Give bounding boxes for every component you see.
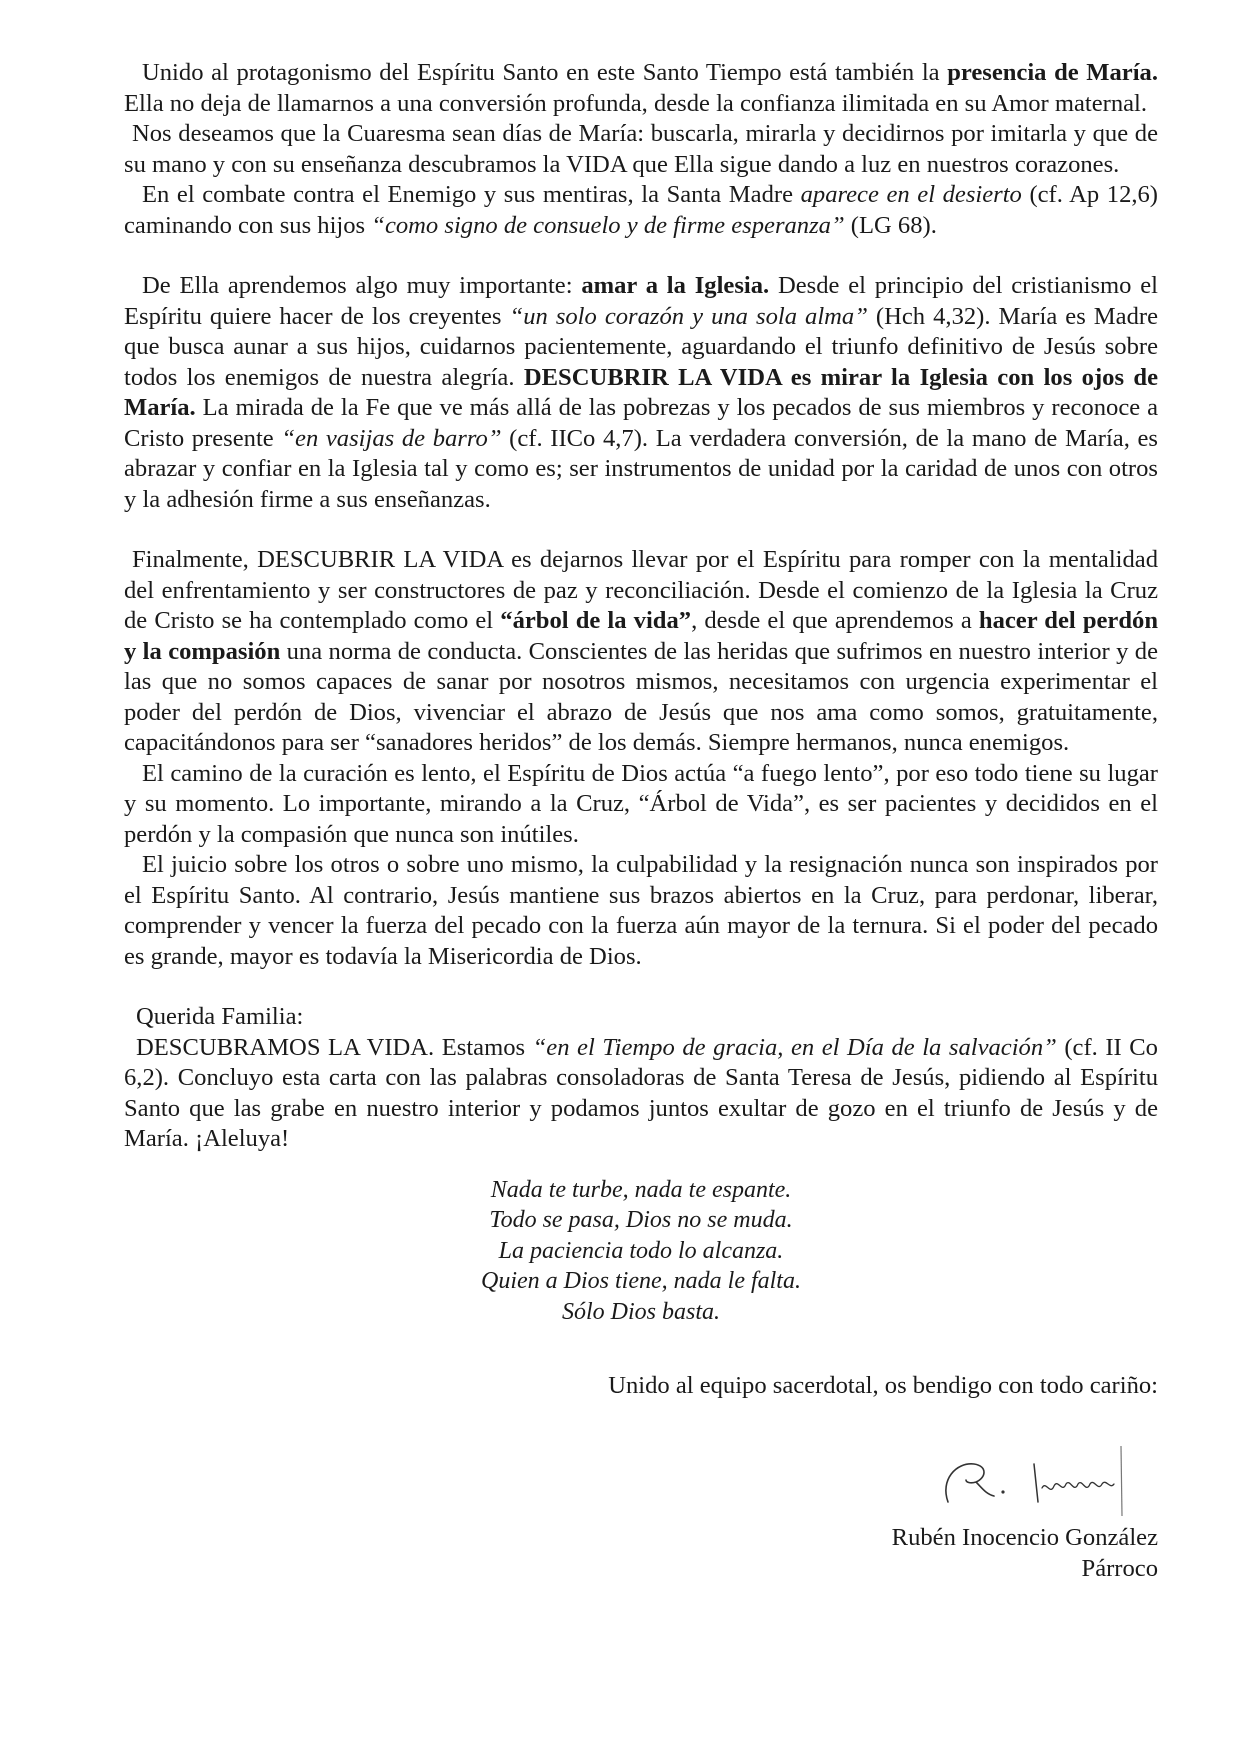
text-run: El camino de la curación es lento, el Espíritu de Dios actúa “a fuego lento”, por eso todo tiene su lugar y su momento. Lo importante, mirando a la Cruz, “Árbol de Vida”, es ser pacientes y decididos en el perdón y la compasión que nunca son inútiles. bbox=[124, 759, 1158, 848]
paragraph-amar-iglesia bbox=[124, 271, 1158, 515]
text-run: (cf. II Co 6,2). Concluyo esta carta con las palabras consoladoras de Santa Teresa de Jesús, pidiendo al Espíritu Santo que las grabe en nuestro interior y podamos juntos exultar de gozo en el triunfo de Jesús y de María. ¡Aleluya! bbox=[124, 1033, 1158, 1152]
poem-line: La paciencia todo lo alcanza. bbox=[498, 1237, 784, 1264]
text-run: (LG 68). bbox=[844, 211, 937, 239]
paragraph-finalmente bbox=[124, 545, 1158, 759]
paragraph-cuaresma bbox=[124, 119, 1158, 180]
poem-line: Todo se pasa, Dios no se muda. bbox=[489, 1207, 793, 1233]
italic-run: “como signo de consuelo y de firme esperanza” bbox=[371, 211, 845, 239]
letter-body bbox=[124, 58, 1158, 1402]
poem-line: Quien a Dios tiene, nada le falta. bbox=[481, 1268, 801, 1294]
handwritten-signature bbox=[936, 1440, 1132, 1520]
bold-run: amar a la Iglesia. bbox=[581, 272, 770, 299]
paragraph-juicio bbox=[124, 850, 1158, 972]
text-run: En el combate contra el Enemigo y sus mentiras, la Santa Madre bbox=[142, 181, 801, 208]
poem-line: Sólo Dios basta. bbox=[561, 1298, 720, 1325]
text-run: DESCUBRAMOS LA VIDA. Estamos bbox=[136, 1033, 533, 1061]
signer-block bbox=[892, 1523, 1158, 1584]
text-run: Ella no deja de llamarnos a una conversión profunda, desde la confianza ilimitada en su Amor maternal. bbox=[124, 89, 1148, 117]
italic-run: “en el Tiempo de gracia, en el Día de la salvación” bbox=[532, 1033, 1057, 1061]
text-run: Desde el principio del cristianismo el Espíritu quiere hacer de los creyentes bbox=[124, 272, 1158, 330]
text-run: El juicio sobre los otros o sobre uno mismo, la culpabilidad y la resignación nunca son inspirados por el Espíritu Santo. Al contrario, Jesús mantiene sus brazos abiertos en la Cruz, para perdonar, liberar, comprender y vencer la fuerza del pecado con la fuerza aún mayor de la ternura. Si el poder del pecado es grande, mayor es todavía la Misericordia de Dios. bbox=[124, 851, 1158, 970]
text-run: Finalmente, DESCUBRIR LA VIDA es dejarnos llevar por el Espíritu para romper con la mentalidad del enfrentamiento y ser constructores de paz y reconciliación. Desde el comienzo de la Iglesia la Cruz de Cristo se ha contemplado como el bbox=[124, 546, 1158, 634]
poem bbox=[124, 1175, 1158, 1328]
text-run: La mirada de la Fe que ve más allá de las pobrezas y los pecados de sus miembros y reconoce a Cristo presente bbox=[124, 394, 1158, 452]
paragraph-curacion bbox=[124, 759, 1158, 851]
paragraph-presencia-maria bbox=[124, 58, 1158, 119]
bold-run: presencia de María. bbox=[947, 59, 1158, 86]
italic-run: “un solo corazón y una sola alma” bbox=[509, 302, 868, 330]
text-run: Unido al protagonismo del Espíritu Santo en este Santo Tiempo está también la bbox=[142, 59, 948, 86]
italic-run: aparece en el desierto bbox=[800, 181, 1022, 208]
paragraph-combate bbox=[124, 180, 1158, 241]
paragraph-descubramos bbox=[124, 1033, 1158, 1155]
italic-run: “en vasijas de barro” bbox=[281, 424, 502, 452]
text-run: (Hch 4,32). María es Madre que busca aunar a sus hijos, cuidarnos pacientemente, aguardando el triunfo definitivo de Jesús sobre todos los enemigos de nuestra alegría. bbox=[124, 302, 1158, 391]
bold-run: “árbol de la vida” bbox=[500, 607, 692, 634]
text-run: (cf. Ap 12,6) caminando con sus hijos bbox=[124, 181, 1159, 239]
signer-role: Párroco bbox=[1081, 1554, 1158, 1582]
closing-line: Unido al equipo sacerdotal, os bendigo con todo cariño: bbox=[608, 1372, 1158, 1399]
text-run: , desde el que aprendemos a bbox=[691, 607, 979, 634]
signature-drawing bbox=[936, 1440, 1132, 1520]
text-run: Nos deseamos que la Cuaresma sean días de María: buscarla, mirarla y decidirnos por imitarla y que de su mano y con su enseñanza descubramos la VIDA que Ella sigue dando a luz en nuestros corazones. bbox=[124, 120, 1158, 178]
text-run: De Ella aprendemos algo muy importante: bbox=[142, 272, 582, 299]
bold-run: DESCUBRIR LA VIDA es mirar la Iglesia con los ojos de María. bbox=[124, 363, 1158, 421]
salutation: Querida Familia: bbox=[136, 1003, 304, 1030]
text-run: una norma de conducta. Conscientes de las heridas que sufrimos en nuestro interior y de las que no somos capaces de sanar por nosotros mismos, necesitamos con urgencia experimentar el poder del perdón de Dios, vivenciar el abrazo de Jesús que nos ama como somos, gratuitamente, capacitándonos para ser “sanadores heridos” de los demás. Siempre hermanos, nunca enemigos. bbox=[124, 637, 1158, 756]
text-run: (cf. IICo 4,7). La verdadera conversión, de la mano de María, es abrazar y confiar en la Iglesia tal y como es; ser instrumentos de unidad por la caridad de unos con otros y la adhesión firme a sus enseñanzas. bbox=[124, 424, 1158, 513]
bold-run: hacer del perdón y la compasión bbox=[124, 607, 1159, 665]
poem-line: Nada te turbe, nada te espante. bbox=[490, 1176, 792, 1203]
signer-name: Rubén Inocencio González bbox=[891, 1524, 1158, 1551]
